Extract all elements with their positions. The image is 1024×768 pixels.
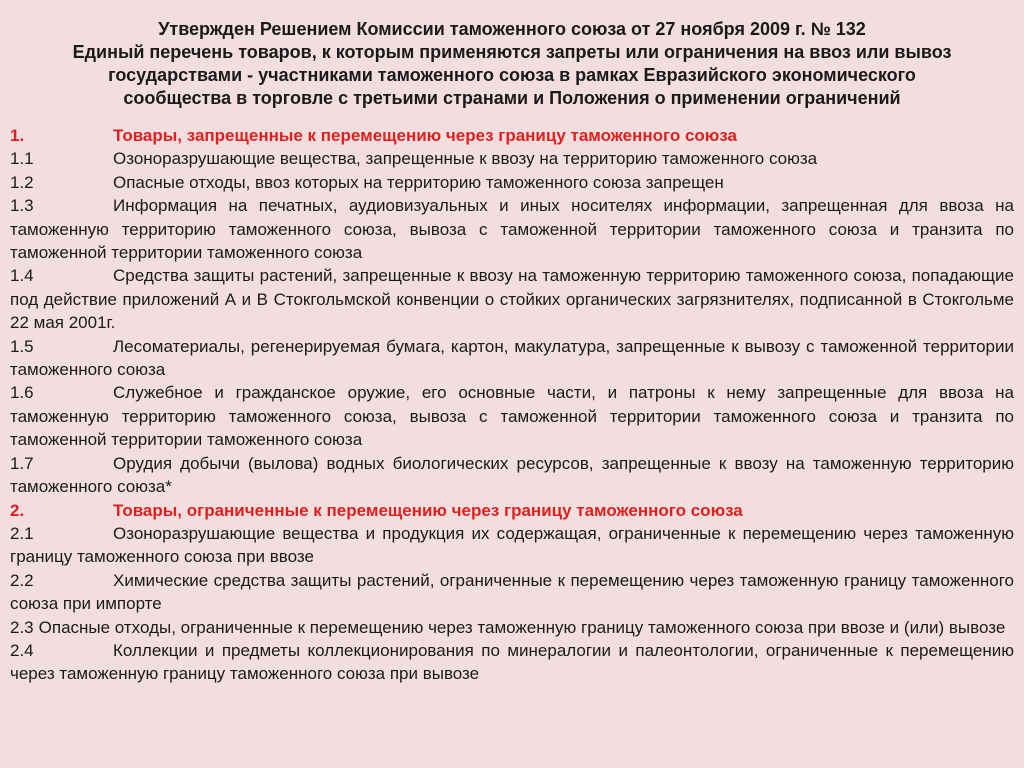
item-text: Химические средства защиты растений, ограниченные к перемещению через таможенную границу таможенного союза при импорте (10, 570, 1014, 614)
header-line-title-2: государствами - участниками таможенного союза в рамках Евразийского экономического (108, 65, 916, 85)
item-number: 1.3 (10, 196, 34, 216)
item-number: 2. (10, 500, 25, 520)
item-text: Информация на печатных, аудиовизуальных и иных носителях информации, запрещенная для ввоза на таможенную территорию таможенного союза, вывоза с таможенной территории таможенного союза и транзита по таможенной территории таможенного союза (10, 196, 1014, 263)
header-line-approval: Утвержден Решением Комиссии таможенного союза от 27 ноября 2009 г. № 132 (158, 19, 866, 39)
item-number: 1.5 (10, 336, 34, 356)
item-text: Служебное и гражданское оружие, его основные части, и патроны к нему запрещенные для ввоза на таможенную территорию таможенного союза, вывоза с таможенной территории таможенного союза и транзита по таможенной территории таможенного союза (10, 383, 1014, 450)
list-item (10, 569, 1014, 616)
item-number: 2.4 (10, 640, 34, 660)
item-list (10, 124, 1014, 686)
item-text: Средства защиты растений, запрещенные к ввозу на таможенную территорию таможенного союза, попадающие под действие приложений А и В Стокгольмской конвенции о стойких органических загрязнителях, подписанной в Стокгольме 22 мая 2001г. (10, 266, 1014, 333)
list-item (10, 171, 1014, 194)
document-header (10, 18, 1014, 110)
list-item (10, 264, 1014, 334)
section-heading-restricted (10, 499, 1014, 522)
item-text: Опасные отходы, ограниченные к перемещению через таможенную границу таможенного союза при ввозе и (или) вывозе (38, 617, 1006, 637)
item-text: Озоноразрушающие вещества, запрещенные к ввозу на территорию таможенного союза (113, 149, 818, 169)
item-number: 1.4 (10, 266, 34, 286)
item-number: 2.2 (10, 570, 34, 590)
list-item (10, 147, 1014, 170)
item-text: Опасные отходы, ввоз которых на территорию таможенного союза запрещен (113, 172, 724, 192)
item-text: Товары, ограниченные к перемещению через границу таможенного союза (113, 500, 743, 520)
header-line-title-1: Единый перечень товаров, к которым применяются запреты или ограничения на ввоз или вывоз (72, 42, 952, 62)
item-text: Орудия добычи (вылова) водных биологических ресурсов, запрещенные к ввозу на таможенную территорию таможенного союза* (10, 453, 1014, 497)
header-line-title-3: сообщества в торговле с третьими странами и Положения о применении ограничений (123, 88, 901, 108)
item-number: 1.1 (10, 149, 34, 169)
list-item (10, 639, 1014, 686)
item-number: 2.1 (10, 523, 34, 543)
list-item (10, 335, 1014, 382)
item-number: 1.6 (10, 383, 34, 403)
item-text: Лесоматериалы, регенерируемая бумага, картон, макулатура, запрещенные к вывозу с таможенной территории таможенного союза (10, 336, 1014, 380)
item-text: Озоноразрушающие вещества и продукция их содержащая, ограниченные к перемещению через таможенную границу таможенного союза при ввозе (10, 523, 1014, 567)
item-number: 1.7 (10, 453, 34, 473)
list-item (10, 616, 1014, 639)
item-number: 1.2 (10, 172, 34, 192)
item-number: 2.3 (10, 617, 34, 637)
list-item (10, 522, 1014, 569)
list-item (10, 452, 1014, 499)
list-item (10, 381, 1014, 451)
list-item (10, 194, 1014, 264)
section-heading-prohibited (10, 124, 1014, 147)
item-text: Коллекции и предметы коллекционирования по минералогии и палеонтологии, ограниченные к перемещению через таможенную границу таможенного союза при вывозе (10, 640, 1014, 684)
item-text: Товары, запрещенные к перемещению через границу таможенного союза (113, 126, 738, 145)
item-number: 1. (10, 126, 25, 145)
